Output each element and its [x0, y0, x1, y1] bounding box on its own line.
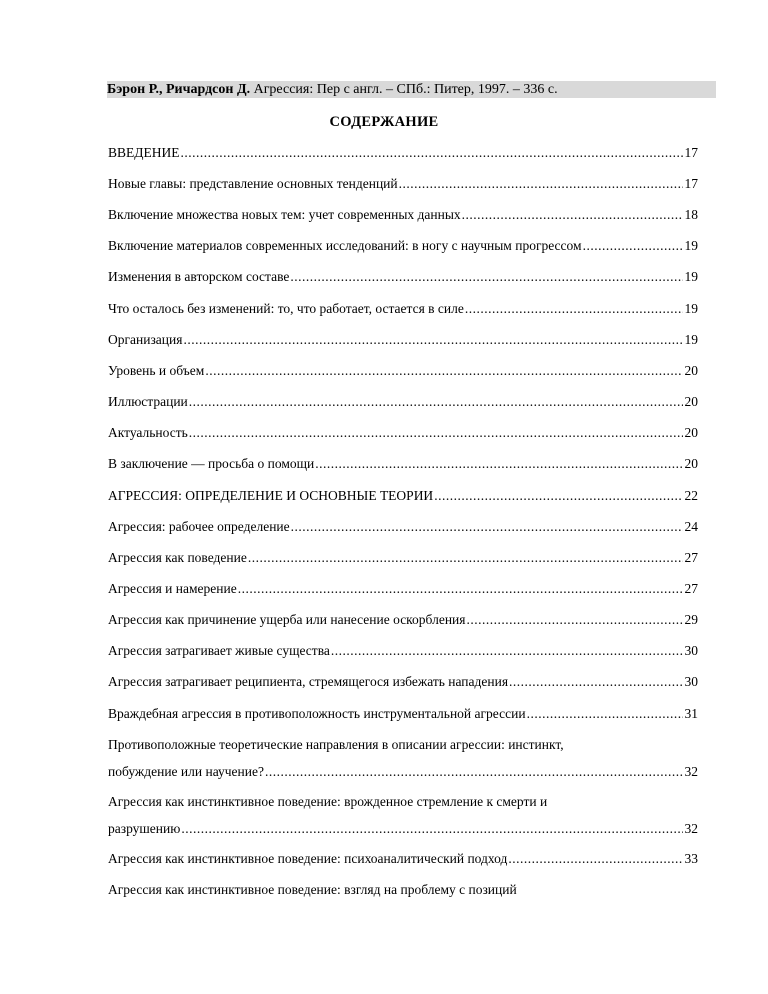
contents-heading: СОДЕРЖАНИЕ — [329, 114, 439, 130]
toc-entry-page-number: 30 — [684, 643, 698, 658]
toc-entry-page-number: 19 — [684, 238, 698, 253]
dot-leader — [315, 454, 682, 474]
toc-entry-title: Новые главы: представление основных тенденций — [108, 176, 398, 191]
toc-entry-page-number: 22 — [684, 488, 698, 503]
toc-entry[interactable] — [108, 792, 698, 839]
toc-entry-page-number: 27 — [684, 550, 698, 565]
toc-entry[interactable] — [108, 143, 698, 163]
toc-entry-title: Агрессия и намерение — [108, 581, 237, 596]
toc-entry-page-number: 32 — [684, 764, 698, 779]
dot-leader — [527, 704, 683, 724]
dot-leader — [183, 330, 682, 350]
dot-leader — [238, 579, 683, 599]
toc-entry-page-number: 20 — [684, 363, 698, 378]
citation-details: Агрессия: Пер с англ. – СПб.: Питер, 1997. – 336 с. — [250, 82, 558, 97]
toc-entry-page-number: 20 — [684, 456, 698, 471]
toc-entry-title: Агрессия затрагивает реципиента, стремящегося избежать нападения — [108, 674, 509, 689]
toc-entry[interactable] — [108, 236, 698, 256]
dot-leader — [189, 392, 683, 412]
toc-entry-page-number: 31 — [684, 706, 698, 721]
toc-entry-title: Уровень и объем — [108, 363, 205, 378]
toc-entry[interactable] — [108, 330, 698, 350]
dot-leader — [509, 672, 682, 692]
toc-entry-title: Включение материалов современных исследований: в ногу с научным прогрессом — [108, 238, 582, 253]
dot-leader — [265, 762, 683, 782]
toc-entry-title: Враждебная агрессия в противоположность инструментальной агрессии — [108, 706, 526, 721]
citation-authors: Бэрон Р., Ричардсон Д. — [107, 82, 251, 97]
dot-leader — [189, 423, 683, 443]
toc-entry[interactable] — [108, 735, 698, 782]
dot-leader — [248, 548, 683, 568]
dot-leader — [466, 610, 682, 630]
toc-entry-page-number: 17 — [684, 145, 698, 160]
toc-entry-page-number: 29 — [684, 612, 698, 627]
toc-entry-title: Изменения в авторском составе — [108, 269, 290, 284]
toc-entry-page-number: 30 — [684, 674, 698, 689]
toc-entry[interactable] — [108, 299, 698, 319]
toc-entry-title-line1: Агрессия как инстинктивное поведение: врожденное стремление к смерти и — [108, 794, 548, 809]
toc-entry-page-number: 19 — [684, 332, 698, 347]
toc-entry-page-number: 24 — [684, 519, 698, 534]
dot-leader — [399, 174, 683, 194]
toc-entry[interactable] — [108, 610, 698, 630]
toc-entry[interactable] — [108, 548, 698, 568]
dot-leader — [434, 486, 682, 506]
toc-entry-title: ВВЕДЕНИЕ — [108, 145, 180, 160]
toc-entry[interactable] — [108, 267, 698, 287]
dot-leader — [508, 849, 682, 869]
toc-entry[interactable] — [108, 486, 698, 506]
toc-entry-page-number: 33 — [684, 851, 698, 866]
toc-entry-title-line1: Агрессия как инстинктивное поведение: взгляд на проблему с позиций — [108, 882, 517, 897]
toc-entry-page-number: 20 — [684, 425, 698, 440]
toc-entry-title: Иллюстрации — [108, 394, 188, 409]
toc-entry[interactable] — [108, 849, 698, 869]
dot-leader — [290, 267, 682, 287]
toc-entry-title: Агрессия как причинение ущерба или нанесение оскорбления — [108, 612, 466, 627]
toc-entry-page-number: 18 — [684, 207, 698, 222]
toc-entry[interactable] — [108, 517, 698, 537]
dot-leader — [583, 236, 683, 256]
toc-entry-page-number: 17 — [684, 176, 698, 191]
toc-entry-title: Организация — [108, 332, 183, 347]
dot-leader — [462, 205, 683, 225]
toc-entry[interactable] — [108, 361, 698, 381]
dot-leader — [465, 299, 683, 319]
toc-entry-title: разрушению — [108, 821, 181, 836]
toc-entry-title: Агрессия как поведение — [108, 550, 247, 565]
dot-leader — [205, 361, 682, 381]
toc-entry-title: Что осталось без изменений: то, что работает, остается в силе — [108, 301, 464, 316]
toc-entry[interactable] — [108, 641, 698, 661]
toc-entry-title: Агрессия как инстинктивное поведение: психоаналитический подход — [108, 851, 508, 866]
toc-entry[interactable] — [108, 174, 698, 194]
toc-entry-title: Актуальность — [108, 425, 188, 440]
toc-entry-page-number: 32 — [684, 821, 698, 836]
toc-entry[interactable] — [108, 454, 698, 474]
toc-entry-title: АГРЕССИЯ: ОПРЕДЕЛЕНИЕ И ОСНОВНЫЕ ТЕОРИИ — [108, 488, 434, 503]
toc-entry-title: Включение множества новых тем: учет современных данных — [108, 207, 461, 222]
toc-entry-page-number: 27 — [684, 581, 698, 596]
toc-entry-page-number: 19 — [684, 269, 698, 284]
dot-leader — [331, 641, 683, 661]
toc-entry-title: побуждение или научение? — [108, 764, 264, 779]
toc-entry-title-line1: Противоположные теоретические направления в описании агрессии: инстинкт, — [108, 737, 564, 752]
toc-entry-title: Агрессия: рабочее определение — [108, 519, 290, 534]
toc-entry[interactable] — [108, 672, 698, 692]
toc-entry[interactable] — [108, 205, 698, 225]
citation-line — [107, 81, 716, 98]
toc-entry[interactable] — [108, 423, 698, 443]
toc-entry-title: В заключение — просьба о помощи — [108, 456, 315, 471]
toc-entry[interactable] — [108, 392, 698, 412]
toc-entry[interactable] — [108, 704, 698, 724]
toc-entry[interactable] — [108, 579, 698, 599]
toc-entry-page-number: 19 — [684, 301, 698, 316]
toc-entry-page-number: 20 — [684, 394, 698, 409]
toc-entry[interactable] — [108, 880, 698, 900]
dot-leader — [181, 819, 682, 839]
toc-entry-title: Агрессия затрагивает живые существа — [108, 643, 330, 658]
dot-leader — [180, 143, 682, 163]
dot-leader — [291, 517, 683, 537]
